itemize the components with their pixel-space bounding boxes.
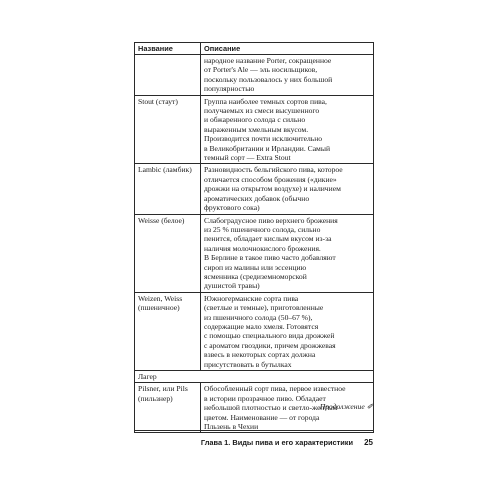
description-line: темный сорт — Extra Stout bbox=[204, 153, 291, 163]
description-line: сироп из малины или эссенцию bbox=[204, 262, 307, 272]
description-line: В Берлине в такое пиво часто добавляют bbox=[204, 253, 336, 263]
beer-name-line: Pilsner, или Pils bbox=[138, 384, 188, 394]
table-row bbox=[135, 292, 374, 370]
beer-name-cell bbox=[135, 383, 201, 433]
description-line: ароматических добавок (обычно bbox=[204, 193, 310, 203]
table-row bbox=[135, 164, 374, 214]
beer-name-line: Lambic (ламбик) bbox=[138, 165, 192, 175]
description-line: из 25 % пшеничного солода, сильно bbox=[204, 224, 321, 234]
beer-description-cell bbox=[201, 95, 374, 164]
beer-description-cell bbox=[201, 55, 374, 96]
description-line: фруктового сока) bbox=[204, 203, 260, 213]
description-line: пенится, обладает кислым вкусом из-за bbox=[204, 234, 332, 244]
description-line: с помощью специального вида дрожжей bbox=[204, 331, 335, 341]
beer-name-cell bbox=[135, 292, 201, 370]
table-row bbox=[135, 55, 374, 96]
description-line: Производится почти исключительно bbox=[204, 134, 323, 144]
description-line: дрожжи на открытом воздухе) и наличием bbox=[204, 184, 341, 194]
description-line: в Великобритании и Ирландии. Самый bbox=[204, 143, 331, 153]
description-line: присутствовать в бутылках bbox=[204, 359, 292, 369]
description-line: ясменника (средиземноморской bbox=[204, 271, 307, 281]
beer-name-line: Stout (стаут) bbox=[138, 96, 178, 106]
description-line: цветом. Наименование — от города bbox=[204, 412, 320, 422]
description-line: выраженным хмельным вкусом. bbox=[204, 124, 309, 134]
beer-name-line: (пильзнер) bbox=[138, 393, 173, 403]
continuation-note: Продолжение ✐ bbox=[319, 402, 373, 411]
description-line: и обжаренного солода с сильно bbox=[204, 115, 306, 125]
beer-name-cell bbox=[135, 55, 201, 96]
beer-name-cell bbox=[135, 214, 201, 292]
description-line: получаемых из смеси высушенного bbox=[204, 106, 320, 116]
page-number: 25 bbox=[364, 438, 373, 447]
description-line: Разновидность бельгийского пива, которое bbox=[204, 165, 343, 175]
beer-description-cell bbox=[201, 214, 374, 292]
footer-divider bbox=[134, 430, 373, 431]
description-line: из пшеничного солода (50–67 %), bbox=[204, 312, 313, 322]
table-row bbox=[135, 95, 374, 164]
beer-description-cell bbox=[201, 164, 374, 214]
beer-name-cell bbox=[135, 164, 201, 214]
description-line: с ароматом гвоздики, причем дрожжевая bbox=[204, 340, 336, 350]
page-footer bbox=[134, 438, 373, 447]
description-line: наличия молочнокислого брожения. bbox=[204, 243, 321, 253]
description-line: Южногерманские сорта пива bbox=[204, 293, 299, 303]
description-line: (светлые и темные), приготовленные bbox=[204, 303, 324, 313]
beer-name-line: (пшеничное) bbox=[138, 303, 180, 313]
table-header-row bbox=[135, 43, 374, 55]
description-line: небольшой плотностью и светло-желтым bbox=[204, 403, 338, 413]
description-line: Обособленный сорт пива, первое известное bbox=[204, 384, 346, 394]
description-line: взвесь в некоторых сортах должна bbox=[204, 350, 316, 360]
chapter-title: Глава 1. Виды пива и его характеристики bbox=[200, 438, 354, 447]
description-line: Слабоградусное пиво верхнего брожения bbox=[204, 215, 338, 225]
beer-types-table bbox=[134, 42, 374, 433]
description-line: Группа наиболее темных сортов пива, bbox=[204, 96, 327, 106]
beer-name-cell bbox=[135, 95, 201, 164]
beer-description-cell bbox=[201, 292, 374, 370]
column-header-description: Описание bbox=[201, 43, 374, 55]
section-label-lager: Лагер bbox=[135, 371, 374, 383]
description-line: в истории прозрачное пиво. Обладает bbox=[204, 393, 326, 403]
description-line: отличается способом брожения («дикие» bbox=[204, 174, 337, 184]
description-line: содержащие мало хмеля. Готовятся bbox=[204, 321, 319, 331]
table-row bbox=[135, 214, 374, 292]
section-row bbox=[135, 371, 374, 383]
beer-name-line: Weizen, Weiss bbox=[138, 293, 183, 303]
description-line: душистой травы) bbox=[204, 281, 260, 291]
description-line: популярностью bbox=[204, 84, 255, 94]
beer-name-line: Weisse (белое) bbox=[138, 215, 185, 225]
description-line: от Porter's Ale — эль носильщиков, bbox=[204, 65, 318, 75]
column-header-name: Название bbox=[135, 43, 201, 55]
description-line: поскольку пользовалось у них большой bbox=[204, 74, 333, 84]
description-line: Пльзень в Чехии bbox=[204, 422, 259, 432]
description-line: народное название Porter, сокращенное bbox=[204, 56, 332, 65]
